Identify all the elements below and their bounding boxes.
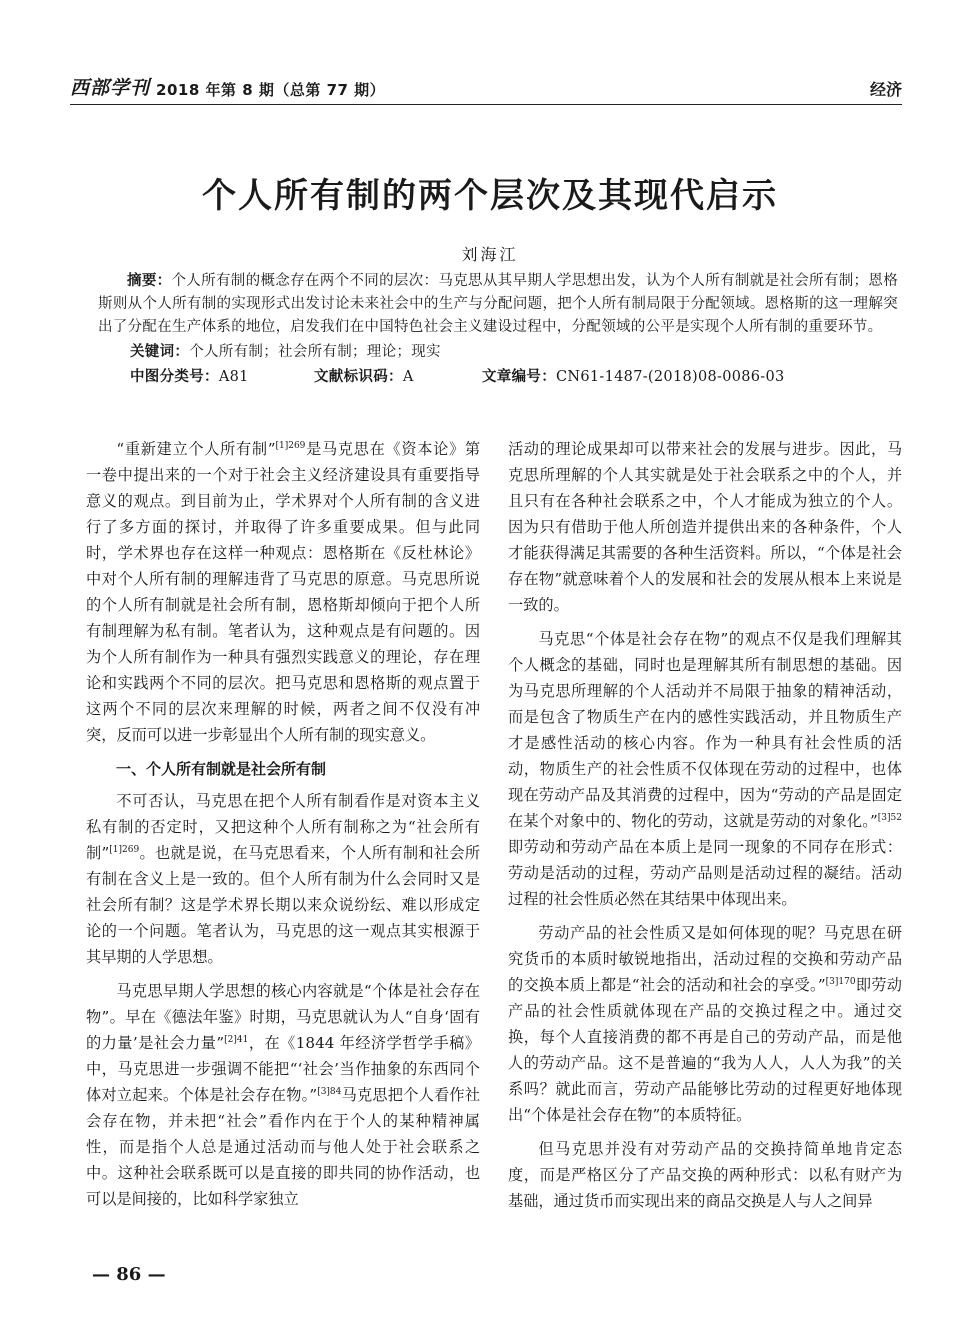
article-title: 个人所有制的两个层次及其现代启示	[202, 176, 778, 216]
paragraph	[86, 978, 480, 1212]
text-run: 劳动产品的社会性质又是如何体现的呢？马克思在研究货币的本质时敏锐地指出，活动过程的交换和劳动产品的交换本质上都是“社会的活动和社会的享受。”	[508, 924, 902, 994]
article-no-label: 文章编号：	[482, 369, 556, 385]
issue-info: 2018 年第 8 期（总第 77 期）	[156, 81, 386, 99]
doc-code-value: A	[402, 369, 414, 385]
citation: [2]41	[224, 1034, 249, 1045]
paragraph: 但马克思并没有对劳动产品的交换持简单地肯定态度，而是严格区分了产品交换的两种形式：以私有财产为基础，通过货币而实现出来的商品交换是人与人之间异	[508, 1140, 902, 1210]
text-run: 马克思“个体是社会存在物”的观点不仅是我们理解其个人概念的基础，同时也是理解其所有制思想的基础。因为马克思所理解的个人活动并不局限于抽象的精神活动，而是包含了物质生产在内的感性实践活动，并且物质生产才是感性活动的核心内容。作为一种具有社会性质的活动，物质生产的社会性质不仅体现在劳动的过程中，也体现在劳动产品及其消费的过程中，因为“劳动的产品是固定在某个对象中的、物化的劳动，这就是劳动的对象化。”	[508, 630, 902, 830]
section-heading: 一、个人所有制就是社会所有制	[116, 760, 327, 778]
section-name: 经济	[869, 80, 902, 99]
paragraph	[86, 788, 480, 970]
text-run: 。也就是说，在马克思看来，个人所有制和社会所有制在含义上是一致的。但个人所有制为什么会同时又是社会所有制？这是学术界长期以来众说纷纭、难以形成定论的一个问题。笔者认为，马克思的这一观点其实根源于其早期的人学思想。	[86, 844, 480, 966]
abstract-text: 个人所有制的概念存在两个不同的层次：马克思从其早期人学思想出发，认为个人所有制就是社会所有制；恩格斯则从个人所有制的实现形式出发讨论未来社会中的生产与分配问题，把个人所有制局限于分配领域。恩格斯的这一理解突出了分配在生产体系的地位，启发我们在中国特色社会主义建设过程中，分配领域的公平是实现个人所有制的重要环节。	[98, 273, 898, 335]
citation: [3]170	[825, 976, 856, 987]
header-rule	[70, 104, 902, 105]
header-left	[70, 73, 385, 100]
text-run: 即劳动产品的社会性质就体现在产品的交换过程之中。通过交换，每个人直接消费的都不再是自己的劳动产品，而是他人的劳动产品。这不是普遍的“我为人人，人人为我”的关系吗？就此而言，劳动产品能够比劳动的过程更好地体现出“个体是社会存在物”的本质特征。	[508, 976, 902, 1124]
citation: [3]84	[317, 1086, 342, 1097]
text-run: 即劳动和劳动产品在本质上是同一现象的不同存在形式：劳动是活动的过程，劳动产品则是活动过程的凝结。活动过程的社会性质必然在其结果中体现出来。	[508, 838, 902, 908]
citation: [1]269	[275, 440, 306, 451]
citation: [1]269	[109, 844, 140, 855]
paragraph: 活动的理论成果却可以带来社会的发展与进步。因此，马克思所理解的个人其实就是处于社会联系之中的个人，并且只有在各种社会联系之中，个人才能成为独立的个人。因为只有借助于他人所创造并提供出来的各种条件，个人才能获得满足其需要的各种生活资料。所以，“个体是社会存在物”就意味着个人的发展和社会的发展从根本上来说是一致的。	[508, 440, 902, 614]
text-run: ，在《1844 年经济学哲学手稿》中，马克思进一步强调不能把“‘社会’当作抽象的东西同个体对立起来。个体是社会存在物。”	[86, 1034, 480, 1104]
article-no-field	[482, 366, 785, 389]
keywords-line	[98, 341, 898, 364]
text-run: 不可否认，马克思在把个人所有制看作是对资本主义私有制的否定时，又把这种个人所有制称之为“社会所有制”	[86, 792, 480, 862]
abstract-paragraph	[98, 270, 898, 339]
article-no-value: CN61-1487-(2018)08-0086-03	[556, 369, 785, 385]
body-columns	[86, 436, 902, 1242]
paragraph	[508, 920, 902, 1128]
doc-code-field	[314, 366, 482, 389]
journal-name: 西部学刊	[70, 77, 151, 99]
text-run: “重新建立个人所有制”	[116, 440, 276, 458]
citation: [3]52	[877, 812, 902, 823]
page-number: — 86 —	[92, 1264, 166, 1285]
clc-label: 中图分类号：	[130, 369, 219, 385]
left-column	[86, 436, 480, 1242]
text-run: 是马克思在《资本论》第一卷中提出来的一个对于社会主义经济建设具有重要指导意义的观点。到目前为止，学术界对个人所有制的含义进行了多方面的探讨，并取得了许多重要成果。但与此同时，学术界也存在这样一种观点：恩格斯在《反杜林论》中对个人所有制的理解违背了马克思的原意。马克思所说的个人所有制就是社会所有制，恩格斯却倾向于把个人所有制理解为私有制。笔者认为，这种观点是有问题的。因为个人所有制作为一种具有强烈实践意义的理论，存在理论和实践两个不同的层次。把马克思和恩格斯的观点置于这两个不同的层次来理解的时候，两者之间不仅没有冲突，反而可以进一步彰显出个人所有制的现实意义。	[86, 440, 480, 744]
right-column	[508, 436, 902, 1242]
paragraph	[86, 436, 480, 748]
clc-value: A81	[218, 369, 249, 385]
keywords-text: 个人所有制；社会所有制；理论；现实	[189, 344, 441, 360]
classification-line	[98, 366, 898, 389]
paragraph	[508, 626, 902, 912]
abstract-block	[98, 270, 898, 389]
keywords-label: 关键词：	[130, 344, 190, 360]
text-run: 马克思把个人看作社会存在物，并未把“社会”看作内在于个人的某种精神属性，而是指个人总是通过活动而与他人处于社会联系之中。这种社会联系既可以是直接的即共同的协作活动，也可以是间接的，比如科学家独立	[86, 1086, 480, 1208]
author-name: 刘海江	[461, 245, 519, 264]
clc-field	[130, 366, 314, 389]
running-header	[70, 76, 902, 100]
text-run: 马克思早期人学思想的核心内容就是“个体是社会存在物”。早在《德法年鉴》时期，马克思就认为人“自身‘固有的力量’是社会力量”	[86, 982, 480, 1052]
abstract-label: 摘要：	[127, 273, 172, 289]
doc-code-label: 文献标识码：	[314, 369, 403, 385]
